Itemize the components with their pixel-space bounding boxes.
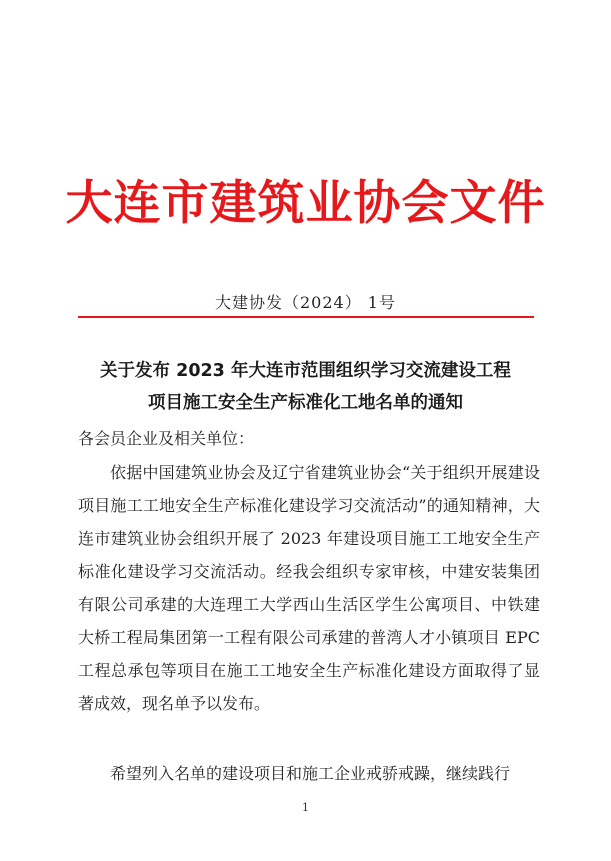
notice-title-line-1: 关于发布 2023 年大连市范围组织学习交流建设工程 <box>100 361 511 381</box>
document-number: 大建协发（2024） 1号 <box>215 293 396 312</box>
red-divider-rule <box>78 316 534 318</box>
page-number: 1 <box>302 801 309 814</box>
masthead-title: 大连市建筑业协会文件 <box>65 176 546 231</box>
salutation: 各会员企业及相关单位： <box>78 429 255 448</box>
notice-title-line-2: 项目施工安全生产标准化工地名单的通知 <box>148 393 463 413</box>
body-paragraph-2: 希望列入名单的建设项目和施工企业戒骄戒躁，继续践行 <box>110 764 511 783</box>
body-paragraph-1: 依据中国建筑业协会及辽宁省建筑业协会“关于组织开展建设项目施工工地安全生产标准化建设学习交流活动”的通知精神，大连市建筑业协会组织开展了 2023 年建设项目施工工地安全生产标准化建设学习交流活动。经我会组织专家审核，中建安装集团有限公司承建的大连理工大学西山生活区学生公寓项目、中铁建大桥工程局集团第一工程有限公司承建的普湾人才小镇项目 EPC 工程总承包等项目在施工工地安全生产标准化建设方面取得了显著成效，现名单予以发布。 <box>78 463 540 713</box>
